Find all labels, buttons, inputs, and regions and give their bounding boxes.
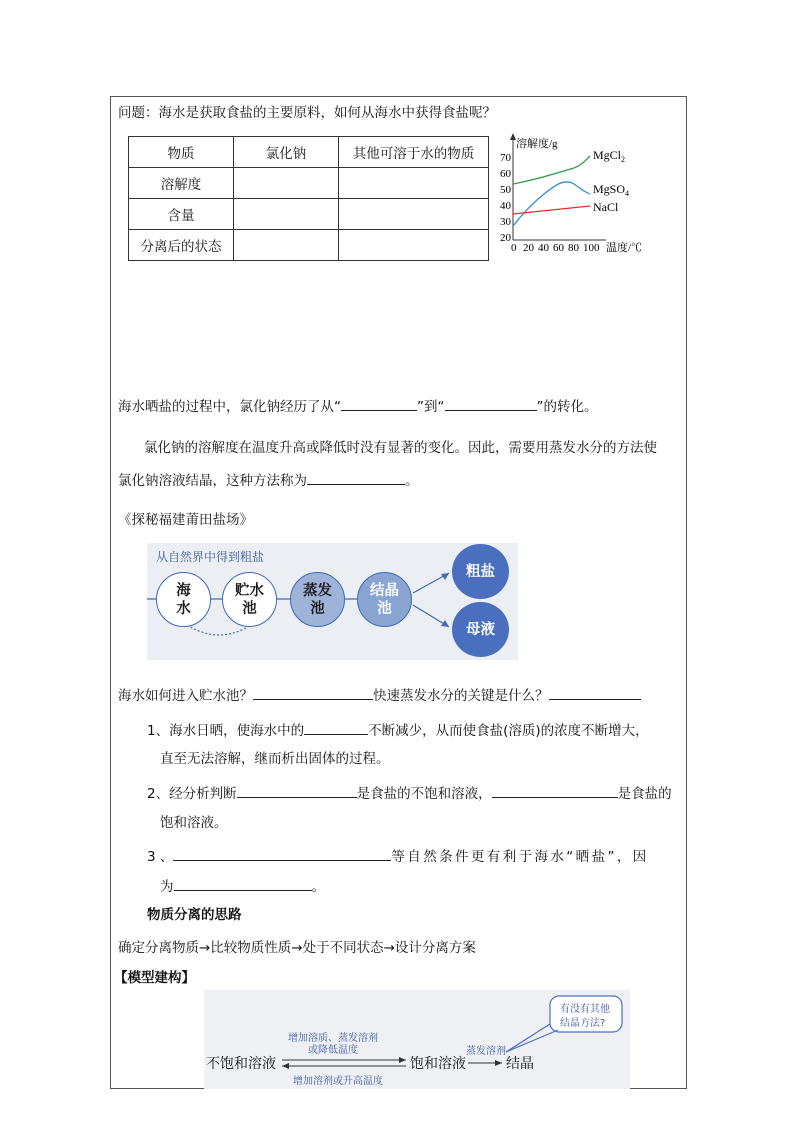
y-axis-label: 溶解度/g — [516, 138, 558, 150]
top-arrow-label-1: 增加溶质、蒸发溶剂 — [288, 1033, 378, 1044]
answer-blank[interactable] — [173, 846, 391, 861]
y-tick: 50 — [500, 184, 511, 196]
x-tick: 20 — [523, 242, 534, 254]
mgso4-label: MgSO$_4$ — [593, 182, 630, 198]
table-header: 其他可溶于水的物质 — [339, 137, 489, 168]
x-tick: 0 — [511, 242, 517, 254]
y-tick: 20 — [500, 232, 511, 244]
flow-node-storage-pool: 贮水 池 — [222, 572, 277, 627]
item2-text-c: 是食盐的 — [617, 786, 672, 802]
idea-line: 确定分离物质→比较物质性质→处于不同状态→设计分离方案 — [118, 940, 476, 956]
table-cell[interactable] — [234, 199, 339, 230]
item2-line1 — [147, 783, 672, 803]
flow-title: 从自然界中得到粗盐 — [156, 550, 265, 564]
question-line — [118, 685, 641, 705]
x-tick: 100 — [583, 242, 600, 254]
row-label: 溶解度 — [129, 168, 234, 199]
table-row — [129, 137, 489, 168]
saturated-solution: 饱和溶液 — [410, 1056, 466, 1072]
conversion-line — [118, 396, 598, 416]
table-row — [129, 230, 489, 261]
item3-end: 。 — [311, 879, 325, 895]
mgcl2-curve — [513, 156, 590, 184]
item1-text-a: 1、海水日晒，使海水中的 — [147, 723, 305, 739]
model-diagram — [204, 990, 630, 1089]
crystal-label: 结晶 — [506, 1056, 534, 1072]
x-tick: 40 — [538, 242, 549, 254]
item1-line1 — [147, 720, 649, 740]
flow-node-crystallization-pool: 结晶 池 — [357, 572, 412, 627]
x-tick: 80 — [568, 242, 579, 254]
bubble-line2: 结晶方法? — [560, 1018, 606, 1029]
question-a: 海水如何进入贮水池？ — [118, 688, 253, 704]
table-cell[interactable] — [339, 230, 489, 261]
answer-blank[interactable] — [253, 685, 373, 700]
row-label: 分离后的状态 — [129, 230, 234, 261]
item2-text-a: 2、经分析判断 — [147, 786, 237, 802]
section-title: 《探秘福建莆田盐场》 — [118, 512, 253, 528]
para2-line2 — [118, 470, 419, 490]
answer-blank[interactable] — [549, 685, 641, 700]
table-cell[interactable] — [234, 168, 339, 199]
item1-line2: 直至无法溶解，继而析出固体的过程。 — [160, 751, 390, 767]
answer-blank[interactable] — [307, 470, 405, 485]
table-header: 氯化钠 — [234, 137, 339, 168]
question-b: 快速蒸发水分的关键是什么？ — [373, 688, 549, 704]
table-cell[interactable] — [234, 230, 339, 261]
mgcl2-label: MgCl$_2$ — [593, 148, 626, 164]
x-tick: 60 — [553, 242, 564, 254]
question-text: 问题：海水是获取食盐的主要原料，如何从海水中获得食盐呢？ — [118, 105, 496, 121]
top-arrow-label-2: 或降低温度 — [308, 1045, 358, 1056]
mgso4-curve — [513, 182, 590, 226]
answer-blank[interactable] — [174, 876, 312, 891]
idea-title: 物质分离的思路 — [147, 907, 242, 923]
para2-end: 。 — [405, 473, 419, 489]
answer-blank[interactable] — [445, 396, 537, 411]
model-title: 【模型建构】 — [114, 970, 195, 986]
conversion-text-a: 海水晒盐的过程中，氯化钠经历了从“ — [118, 399, 341, 415]
conversion-text-b: ”到“ — [417, 399, 445, 415]
flow-output-crude-salt: 粗盐 — [452, 544, 509, 599]
flow-output-mother-liquor: 母液 — [452, 602, 509, 657]
table-cell[interactable] — [339, 199, 489, 230]
item3-text-b: 等自然条件更有利于海水“晒盐”，因 — [391, 849, 649, 865]
row-label: 含量 — [129, 199, 234, 230]
y-tick: 70 — [500, 152, 511, 164]
nacl-curve — [513, 206, 590, 214]
bubble-line1: 有没有其他 — [560, 1004, 610, 1015]
flow-node-seawater: 海 水 — [156, 572, 211, 627]
property-table — [128, 136, 489, 261]
table-cell[interactable] — [339, 168, 489, 199]
solubility-chart — [494, 130, 664, 260]
item2-text-b: 是食盐的不饱和溶液， — [356, 786, 492, 802]
para2-line1: 氯化钠的溶解度在温度升高或降低时没有显著的变化。因此，需要用蒸发水分的方法使 — [144, 440, 657, 456]
answer-blank[interactable] — [492, 783, 618, 798]
flow-node-evaporation-pool: 蒸发 池 — [290, 572, 345, 627]
evaporate-label: 蒸发溶剂 — [466, 1046, 506, 1057]
x-axis-label: 温度/℃ — [606, 242, 643, 254]
y-tick: 40 — [500, 200, 511, 212]
item3-line2 — [160, 876, 325, 896]
answer-blank[interactable] — [304, 720, 368, 735]
conversion-text-c: ”的转化。 — [536, 399, 598, 415]
table-row — [129, 199, 489, 230]
bottom-arrow-label: 增加溶剂或升高温度 — [293, 1076, 383, 1087]
item2-line2: 饱和溶液。 — [160, 815, 228, 831]
y-tick: 30 — [500, 216, 511, 228]
item3-text-c: 为 — [160, 879, 174, 895]
item3-text-a: 3 、 — [147, 849, 174, 865]
salt-flow-diagram — [147, 543, 518, 660]
para2-text: 氯化钠溶液结晶，这种方法称为 — [118, 473, 307, 489]
nacl-label: NaCl — [593, 200, 619, 214]
unsaturated-solution: 不饱和溶液 — [206, 1056, 276, 1072]
answer-blank[interactable] — [341, 396, 417, 411]
table-header: 物质 — [129, 137, 234, 168]
y-tick: 60 — [500, 168, 511, 180]
item1-text-b: 不断减少，从而使食盐(溶质)的浓度不断增大， — [368, 723, 649, 739]
answer-blank[interactable] — [237, 783, 357, 798]
item3-line1 — [147, 846, 649, 866]
table-row — [129, 168, 489, 199]
